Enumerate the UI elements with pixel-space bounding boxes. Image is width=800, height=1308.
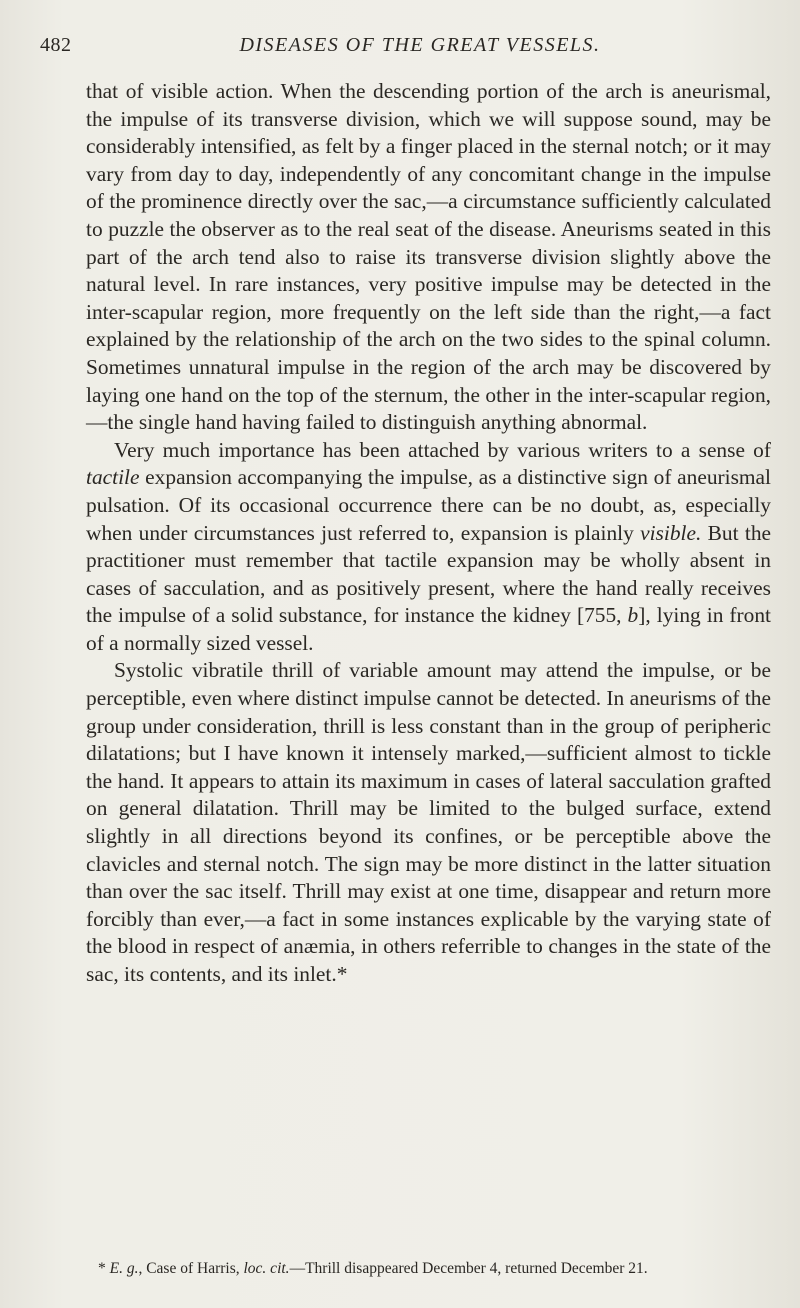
running-head: DISEASES OF THE GREAT VESSELS. xyxy=(239,34,601,56)
body-text xyxy=(86,78,771,989)
page-number: 482 xyxy=(40,34,72,56)
emphasis-visible: visible. xyxy=(640,520,702,545)
paragraph-3: Systolic vibratile thrill of variable amount may attend the impulse, or be perceptible, even where distinct impulse cannot be detected. In aneurisms of the group under consideration, thrill is less constant than in the group of peripheric dilatations; but I have known it intensely marked,—sufficient almost to tickle the hand. It appears to attain its maximum in cases of lateral sacculation grafted on general dilatation. Thrill may be limited to the bulged surface, extend slightly in all directions beyond its confines, or be perceptible above the clavicles and sternal notch. The sign may be more distinct in the latter situation than over the sac itself. Thrill may exist at one time, disappear and return more forcibly than ever,—a fact in some instances explicable by the varying state of the blood in respect of anæmia, in others referrible to changes in the state of the sac, its contents, and its inlet.* xyxy=(86,658,771,986)
page-header xyxy=(40,34,760,60)
paragraph-1: that of visible action. When the descending portion of the arch is aneurismal, the impulse of its transverse division, which we will suppose sound, may be considerably intensified, as felt by a finger placed in the sternal notch; or it may vary from day to day, independently of any concomitant change in the impulse of the prominence directly over the sac,—a circumstance sufficiently calculated to puzzle the observer as to the real seat of the disease. Aneurisms seated in this part of the arch tend also to raise its transverse division slightly above the natural level. In rare instances, very positive impulse may be detected in the inter-scapular region, more frequently on the left side than the right,—a fact explained by the relationship of the arch on the two sides to the spinal column. Sometimes unnatural impulse in the region of the arch may be discovered by laying one hand on the top of the sternum, the other in the inter-scapular region,—the single hand having failed to distinguish anything abnormal. xyxy=(86,79,771,435)
paragraph-2: Very much importance has been attached by various writers to a sense of tactile expansion accompanying the impulse, as a distinctive sign of aneurismal pulsation. Of its occasional occurrence there can be no doubt, as, especially when under circumstances just referred to, expansion is plainly visible. But the practitioner must remember that tactile expansion may be wholly absent in cases of sacculation, and as positively present, where the hand really receives the impulse of a solid substance, for instance the kidney [755, b], lying in front of a normally sized vessel. xyxy=(86,437,772,655)
emphasis-b: b xyxy=(627,603,639,628)
footnote: * E. g., Case of Harris, loc. cit.—Thrill disappeared December 4, returned December 21. xyxy=(98,1260,648,1277)
emphasis-tactile: tactile xyxy=(86,465,140,490)
